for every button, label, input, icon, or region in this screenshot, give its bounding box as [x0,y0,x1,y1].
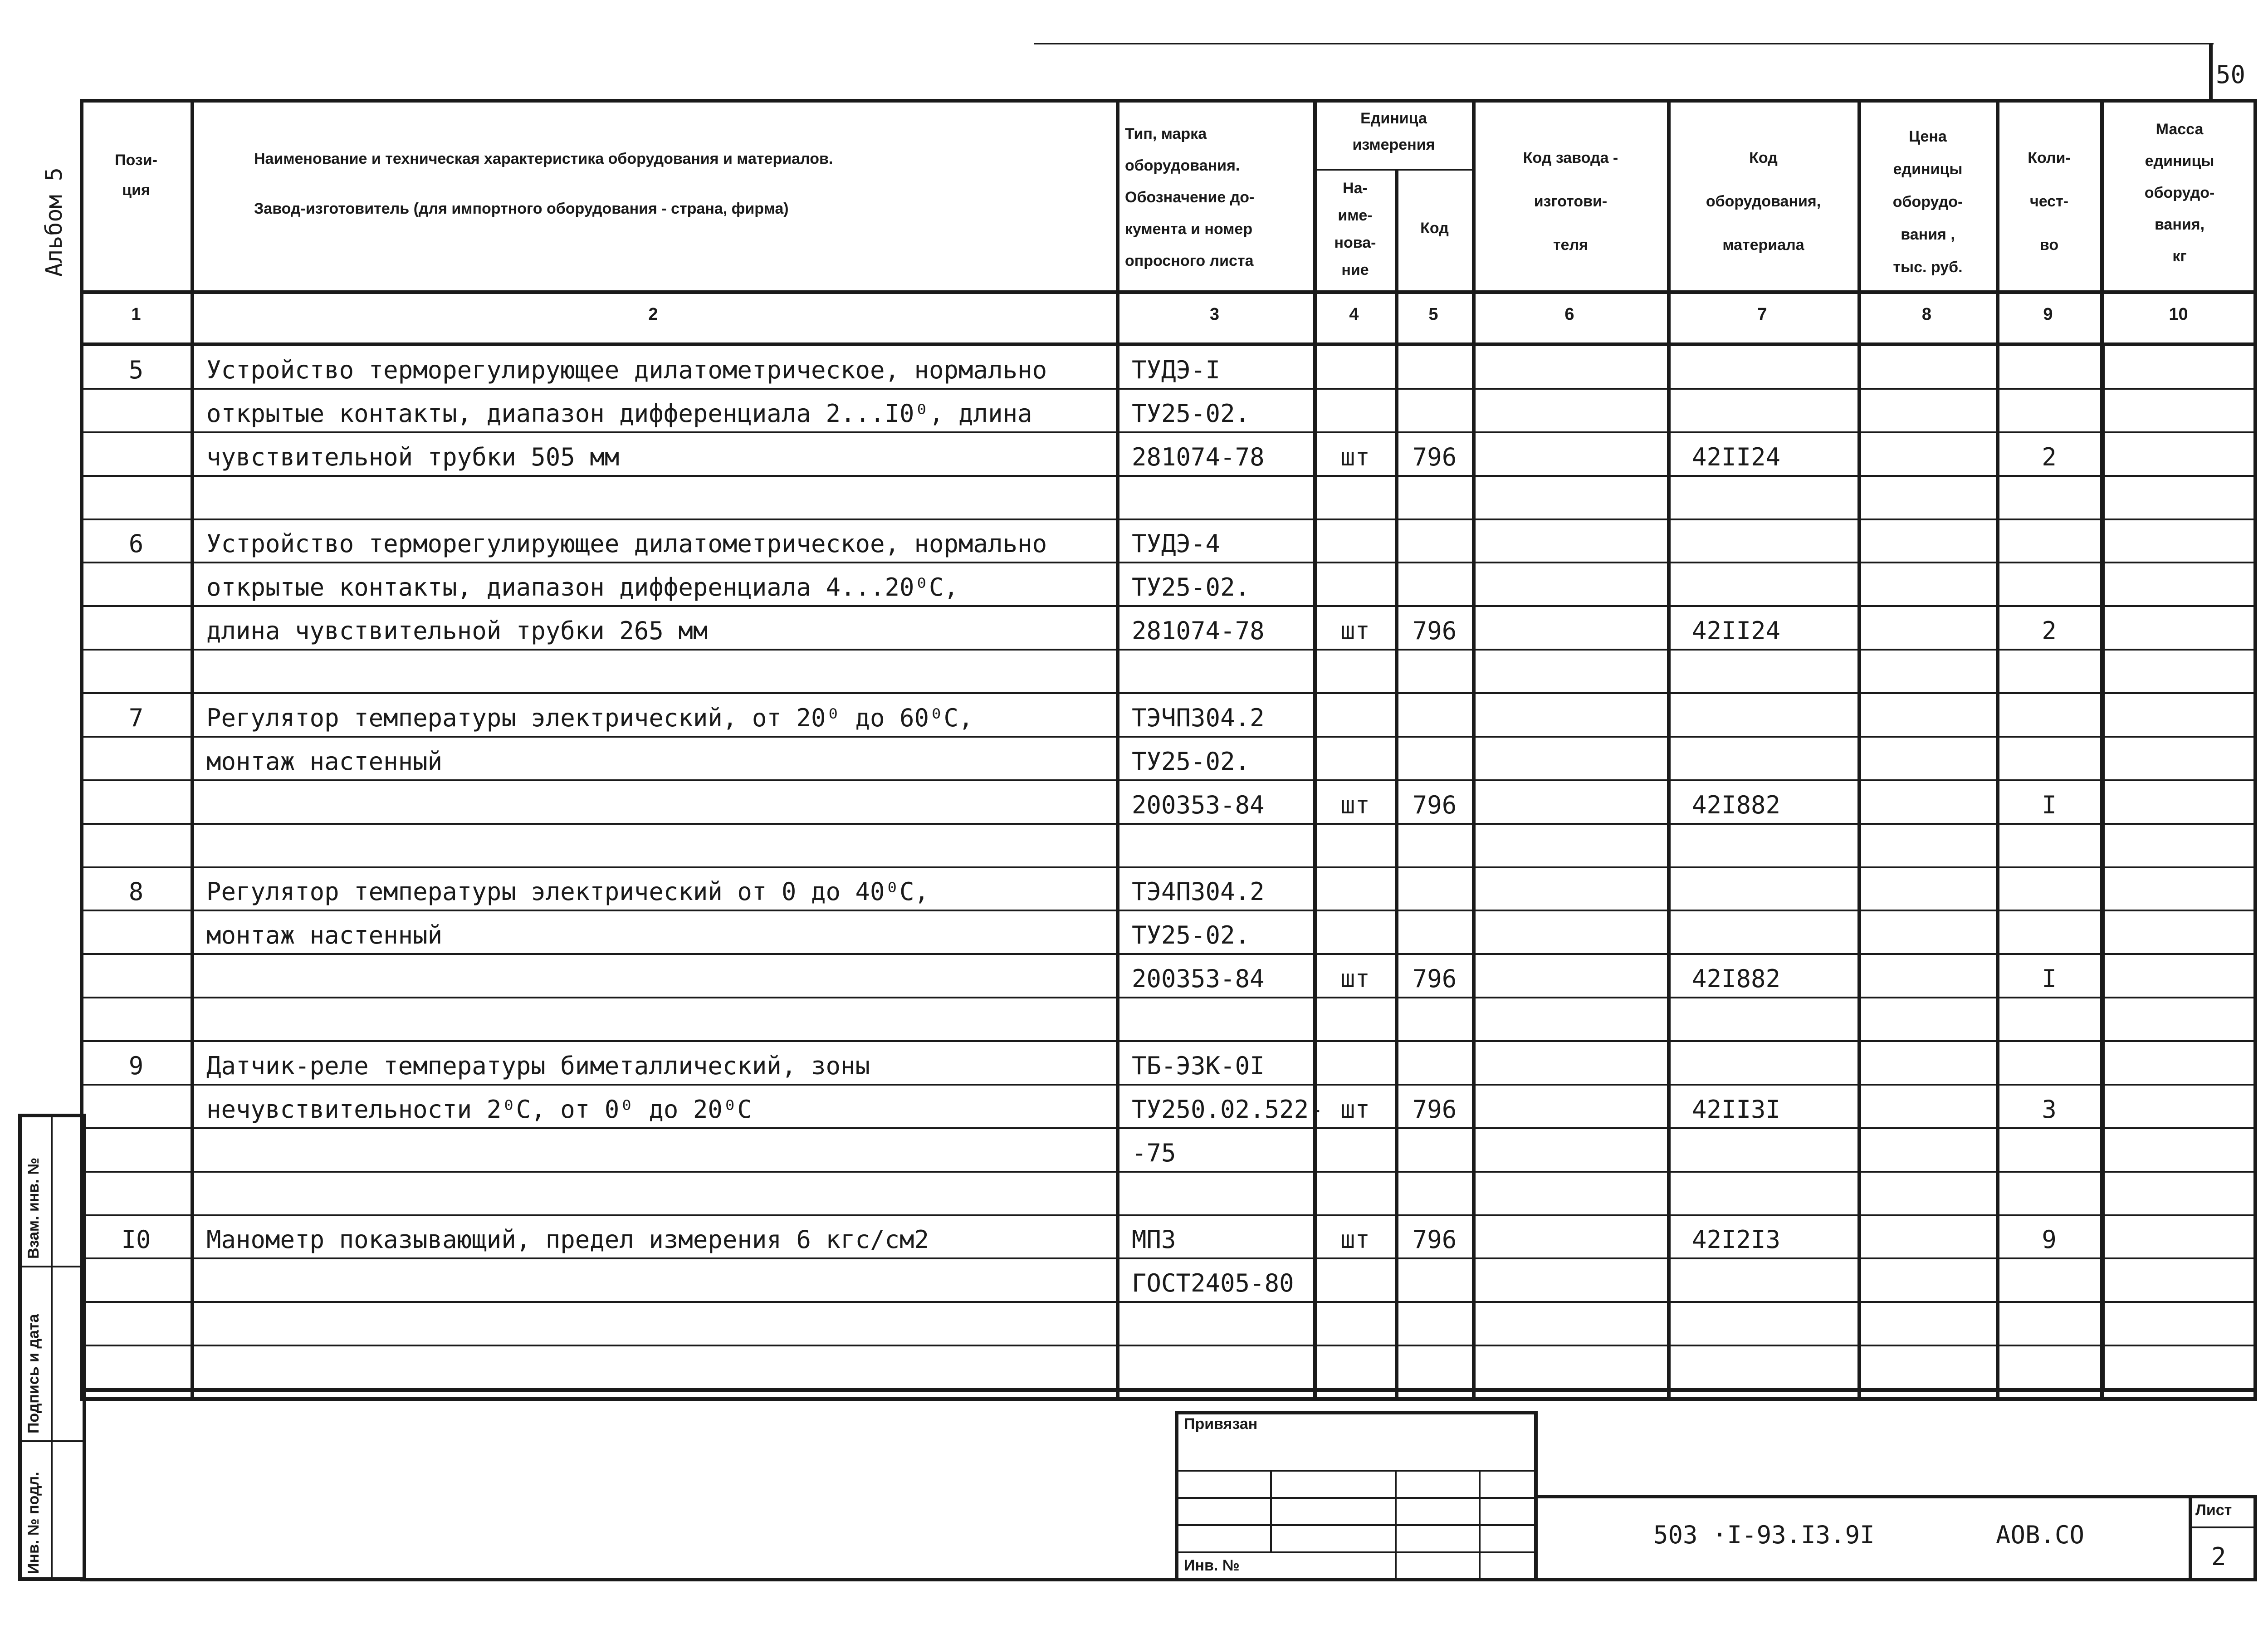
cell-unit-code: 796 [1412,616,1457,646]
privyazan-line-2 [1175,1497,1538,1499]
header-name: Наименование и техническая характеристика оборудования и материалов. Завод-изготовитель (для импортного оборудования - страна, фирма) [254,150,833,217]
header-unit-name: На- име- нова- ние [1334,180,1376,279]
side-label-vzam: Взам. инв. № [25,1157,42,1259]
cell-quantity: 3 [2042,1095,2057,1124]
cell-material-code: 42I882 [1692,790,1781,819]
top-rule [1034,43,2214,44]
cell-type: ТУДЭ-4 [1132,529,1221,558]
cell-type: ТУ25-02. [1132,921,1250,950]
sheet-corner-number: 50 [2216,60,2246,89]
cell-name: Регулятор температуры электрический, от 20⁰ до 60⁰С, [206,703,973,732]
header-type: Тип, марка оборудования. Обозначение до- кумента и номер опросного листа [1125,125,1255,269]
cell-unit-code: 796 [1412,964,1457,993]
cell-name: чувствительной трубки 505 мм [206,442,620,471]
cell-name: Манометр показывающий, предел измерения 6 кгс/см2 [206,1225,929,1254]
unit-subheader-line [1313,169,1472,171]
colnum-9: 9 [2043,305,2053,324]
doc-mark: АОВ.СО [1996,1521,2085,1549]
header-unit: Единица измерения [1352,110,1435,153]
cell-type: -75 [1132,1138,1176,1167]
title-block-top [80,1578,2257,1581]
header-price: Цена единицы оборудо- вания , тыс. руб. [1892,128,1963,276]
cell-position: 5 [128,355,144,384]
col-divider-3 [1313,99,1317,1401]
cell-material-code: 42I882 [1692,964,1781,993]
cell-type: ТУ250.02.522- [1132,1095,1324,1124]
cell-name: открытые контакты, диапазон дифференциала 2...I0⁰, длина [206,399,1032,428]
cell-name: Устройство терморегулирующее дилатометрическое, нормально [206,529,1047,558]
header-position: Пози- ция [115,152,157,199]
header-bottom-line [80,290,2257,294]
cell-unit-code: 796 [1412,442,1457,471]
cell-type: ТЭ4П304.2 [1132,877,1265,906]
cell-unit: шт [1340,1225,1370,1254]
header-quantity: Коли- чест- во [2028,149,2071,254]
cell-name: Устройство терморегулирующее дилатометрическое, нормально [206,355,1047,384]
col-divider-1 [191,99,194,1401]
cell-position: I0 [121,1225,151,1254]
colnum-1: 1 [131,305,141,324]
cell-unit-code: 796 [1412,790,1457,819]
cell-name: нечувствительности 2⁰С, от 0⁰ до 20⁰С [206,1095,752,1124]
side-stamp-line-1 [18,1266,86,1267]
privyazan-label: Привязан [1184,1415,1258,1433]
doc-code: 503 ·I-93.I3.9I [1653,1521,1875,1549]
cell-type: 281074-78 [1132,616,1265,646]
colnum-4: 4 [1349,305,1359,324]
cell-unit-code: 796 [1412,1095,1457,1124]
cell-type: ТУДЭ-I [1132,355,1221,384]
cell-type: 200353-84 [1132,964,1265,993]
cell-quantity: I [2042,790,2057,819]
colnum-2: 2 [648,305,658,324]
side-stamp-line-2 [18,1440,86,1442]
cell-type: МПЗ [1132,1225,1176,1254]
side-stamp-divider [51,1114,53,1581]
colnum-6: 6 [1564,305,1574,324]
corner-number-rule [2209,43,2213,102]
cell-quantity: 2 [2042,442,2057,471]
colnum-3: 3 [1209,305,1220,324]
sheet-label: Лист [2195,1502,2232,1519]
cell-type: ТБ-ЭЗК-0I [1132,1051,1265,1080]
cell-name: Регулятор температуры электрический от 0 до 40⁰С, [206,877,929,906]
cell-position: 7 [128,703,144,732]
cell-name: монтаж настенный [206,921,443,950]
cell-type: 200353-84 [1132,790,1265,819]
cell-type: ТУ25-02. [1132,747,1250,776]
privyazan-vline-1 [1270,1470,1272,1551]
cell-type: ГОСТ2405-80 [1132,1269,1294,1298]
col-divider-2 [1116,99,1119,1401]
cell-name: Датчик-реле температуры биметаллический, зоны [206,1051,870,1080]
header-factory-code: Код завода - изготови- теля [1523,149,1618,254]
cell-position: 9 [128,1051,144,1080]
privyazan-line-1 [1175,1470,1538,1472]
cell-type: ТУ25-02. [1132,399,1250,428]
cell-unit: шт [1340,442,1370,471]
privyazan-vline-2 [1395,1470,1397,1581]
colnum-8: 8 [1921,305,1932,324]
cell-type: ТЭЧП304.2 [1132,703,1265,732]
sheet-number-divider [2189,1526,2257,1528]
cell-type: ТУ25-02. [1132,573,1250,602]
header-unit-code: Код [1420,220,1449,237]
cell-name: монтаж настенный [206,747,443,776]
privyazan-line-4 [1175,1551,1538,1553]
cell-unit: шт [1340,964,1370,993]
privyazan-block [1175,1411,1538,1581]
header-equipment-code: Код оборудования, материала [1706,149,1821,254]
cell-quantity: 2 [2042,616,2057,646]
cell-material-code: 42II3I [1692,1095,1781,1124]
privyazan-vline-3 [1479,1470,1481,1581]
header-mass: Масса единицы оборудо- вания, кг [2144,121,2215,265]
quantity-block-outline [1395,342,2105,1392]
cell-unit: шт [1340,1095,1370,1124]
cell-unit-code: 796 [1412,1225,1457,1254]
colnum-10: 10 [2169,305,2188,324]
cell-position: 8 [128,877,144,906]
cell-name: открытые контакты, диапазон дифференциала 4...20⁰С, [206,573,959,602]
side-label-podpis: Подпись и дата [25,1314,42,1433]
inv-no-label: Инв. № [1184,1557,1240,1574]
cell-quantity: 9 [2042,1225,2057,1254]
side-label-inv-podl: Инв. № подл. [25,1472,42,1574]
cell-position: 6 [128,529,144,558]
cell-quantity: I [2042,964,2057,993]
cell-name: длина чувствительной трубки 265 мм [206,616,708,646]
cell-material-code: 42I2I3 [1692,1225,1781,1254]
cell-material-code: 42II24 [1692,442,1781,471]
colnum-7: 7 [1757,305,1767,324]
cell-type: 281074-78 [1132,442,1265,471]
cell-unit: шт [1340,616,1370,646]
sheet-number: 2 [2211,1542,2226,1571]
doc-code-line [1538,1495,2257,1498]
cell-material-code: 42II24 [1692,616,1781,646]
cell-unit: шт [1340,790,1370,819]
album-label: Альбом 5 [41,167,67,277]
privyazan-line-3 [1175,1524,1538,1526]
colnum-5: 5 [1428,305,1438,324]
